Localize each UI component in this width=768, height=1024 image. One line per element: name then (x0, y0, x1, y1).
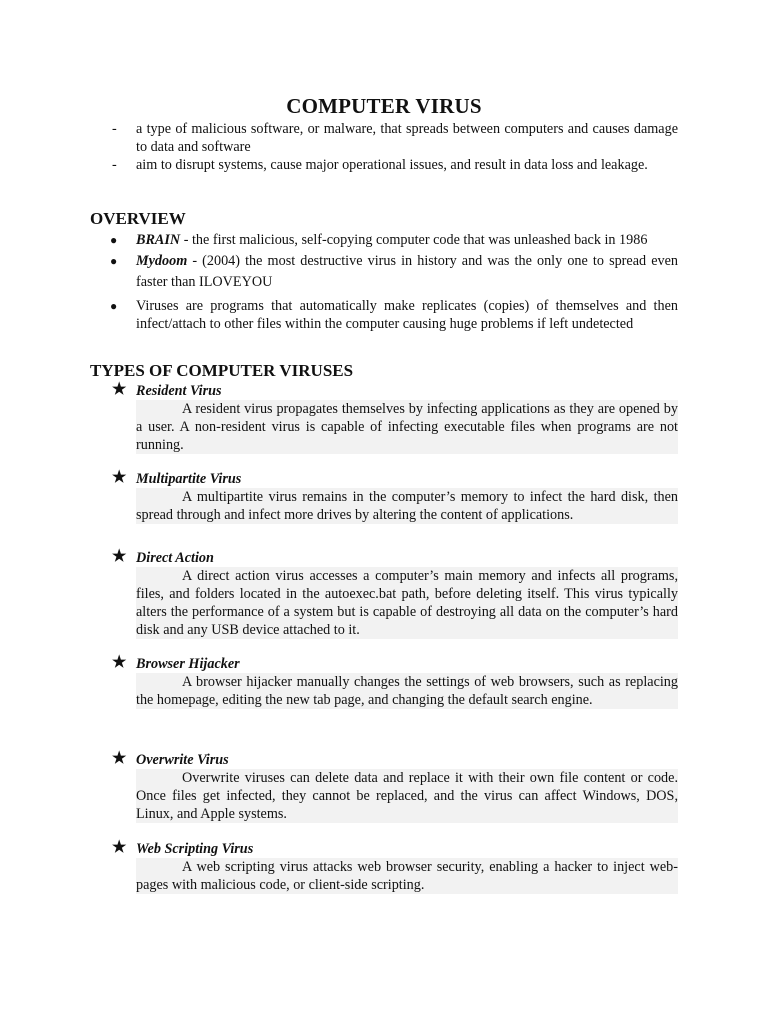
type-heading (112, 470, 678, 488)
type-description: A multipartite virus remains in the computer’s memory to infect the hard disk, then spread through and infect more drives by altering the content of applications. (136, 489, 678, 523)
overview-list (110, 231, 678, 333)
type-description: A direct action virus accesses a computer’s main memory and infects all programs, files, and folders located in the autoexec.bat path, before deleting itself. This virus typically alters the performance of a system but is capable of destroying all data on the computer’s hard disk and any USB device attached to it. (136, 568, 678, 638)
star-icon: ★ (112, 469, 127, 486)
star-icon: ★ (112, 381, 127, 398)
type-name: Browser Hijacker (136, 656, 240, 672)
bullet-icon: ● (110, 233, 118, 247)
list-item (112, 120, 678, 156)
type-heading (112, 549, 678, 567)
virus-type-multipartite (112, 470, 678, 524)
star-icon: ★ (112, 548, 127, 565)
type-description: Overwrite viruses can delete data and replace it with their own file content or code. Once files get infected, they cannot be replaced, and the virus can affect Windows, DOS, Linux, and Apple systems. (136, 770, 678, 822)
term-bold: BRAIN (136, 232, 181, 248)
list-item (110, 251, 678, 293)
list-item (112, 156, 678, 174)
type-name: Web Scripting Virus (136, 841, 254, 857)
virus-type-overwrite (112, 751, 678, 823)
type-name: Direct Action (136, 550, 214, 566)
virus-type-direct-action (112, 549, 678, 639)
type-heading (112, 751, 678, 769)
term-bold: Mydoom (136, 253, 188, 269)
star-icon: ★ (112, 750, 127, 767)
bullet-icon: ● (110, 299, 118, 313)
list-item (110, 297, 678, 333)
virus-type-web-scripting (112, 840, 678, 894)
list-item-text: a type of malicious software, or malware, that spreads between computers and causes damage to data and software (136, 121, 678, 155)
page-title: COMPUTER VIRUS (286, 94, 482, 118)
type-heading (112, 655, 678, 673)
type-name: Overwrite Virus (136, 752, 229, 768)
virus-type-browser-hijacker (112, 655, 678, 709)
type-heading (112, 840, 678, 858)
type-description: A web scripting virus attacks web browser security, enabling a hacker to inject web-pages with malicious code, or client-side scripting. (136, 859, 678, 893)
list-item-text: - (2004) the most destructive virus in history and was the only one to spread even faster than ILOVEYOU (136, 253, 678, 290)
intro-list (112, 120, 678, 174)
list-item-text: aim to disrupt systems, cause major operational issues, and result in data loss and leakage. (136, 157, 648, 173)
type-heading (112, 382, 678, 400)
list-item-text: - the first malicious, self-copying computer code that was unleashed back in 1986 (180, 232, 648, 248)
section-heading-types: TYPES OF COMPUTER VIRUSES (90, 361, 354, 380)
virus-type-resident (112, 382, 678, 454)
type-name: Multipartite Virus (136, 471, 242, 487)
type-name: Resident Virus (136, 383, 222, 399)
star-icon: ★ (112, 839, 127, 856)
type-description: A resident virus propagates themselves by infecting applications as they are opened by a user. A non-resident virus is capable of infecting executable files when programs are not running. (136, 401, 678, 453)
section-heading-overview: OVERVIEW (90, 209, 186, 228)
star-icon: ★ (112, 654, 127, 671)
type-description: A browser hijacker manually changes the settings of web browsers, such as replacing the homepage, editing the new tab page, and changing the default search engine. (136, 674, 678, 708)
list-item-text: Viruses are programs that automatically make replicates (copies) of themselves and then infect/attach to other files within the computer causing huge problems if left undetected (136, 298, 678, 332)
list-item (110, 231, 678, 249)
dash-mark: - (112, 121, 117, 137)
bullet-icon: ● (110, 254, 118, 268)
dash-mark: - (112, 157, 117, 173)
